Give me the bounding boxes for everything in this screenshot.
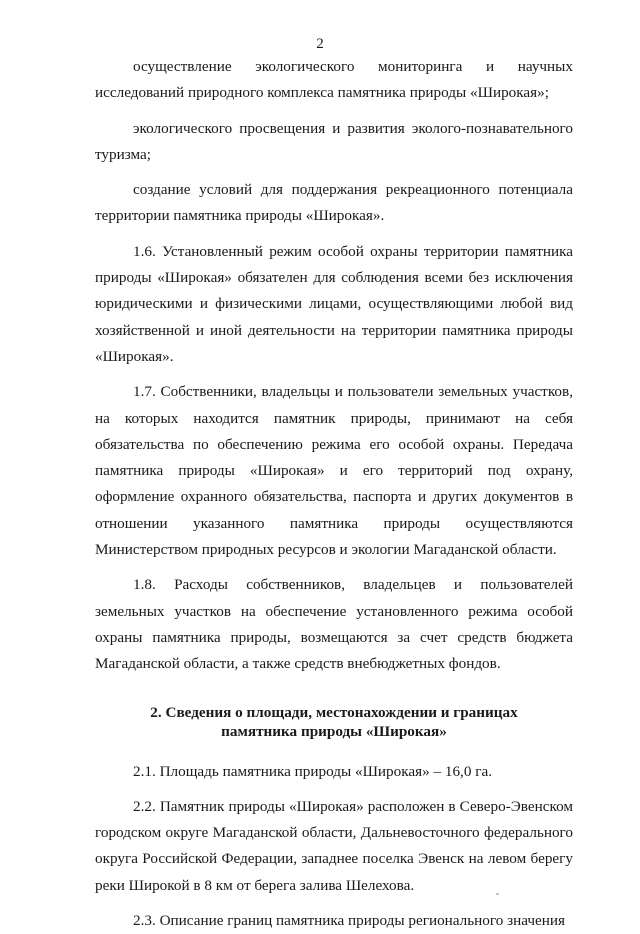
paragraph-1-7: 1.7. Собственники, владельцы и пользователи земельных участков, на которых находится памятник природы, принимают на себя обязательства по обеспечению режима его особой охраны. Передача памятника природы «Широкая» и его территорий под охрану, оформление охранного обязательства, паспорта и других документов в отношении указанного памятника природы осуществляются Министерством природных ресурсов и экологии Магаданской области. — [95, 383, 573, 559]
section-heading-line-2: памятника природы «Широкая» — [221, 722, 447, 740]
paragraph-1-8: 1.8. Расходы собственников, владельцев и пользователей земельных участков на обеспечение установленного режима особой охраны памятника природы, возмещаются за счет средств бюджета Магаданской области, а также средств внебюджетных фондов. — [95, 576, 573, 673]
paragraph-2-1: 2.1. Площадь памятника природы «Широкая» – 16,0 га. — [133, 762, 493, 780]
page-number: 2 — [316, 36, 324, 52]
scan-speck — [496, 893, 499, 895]
paragraph-2-2: 2.2. Памятник природы «Широкая» расположен в Северо-Эвенском городском округе Магаданской области, Дальневосточного федерального округа Российской Федерации, западнее поселка Эвенск на левом берегу реки Широкой в 8 км от берега залива Шелехова. — [95, 797, 573, 894]
paragraph-recreation: создание условий для поддержания рекреационного потенциала территории памятника природы «Широкая». — [95, 181, 573, 225]
document-body — [95, 54, 573, 934]
paragraph-education: экологического просвещения и развития эколого-познавательного туризма; — [95, 119, 573, 163]
paragraph-monitoring: осуществление экологического мониторинга и научных исследований природного комплекса памятника природы «Широкая»; — [95, 58, 573, 102]
section-heading-line-1: 2. Сведения о площади, местонахождении и границах — [150, 703, 518, 721]
paragraph-2-3: 2.3. Описание границ памятника природы регионального значения — [133, 912, 566, 930]
section-heading — [95, 703, 573, 741]
paragraph-1-6: 1.6. Установленный режим особой охраны территории памятника природы «Широкая» обязателен для соблюдения всеми без исключения юридическими и физическими лицами, осуществляющими любой вид хозяйственной и иной деятельности на территории памятника природы «Широкая». — [95, 242, 573, 365]
